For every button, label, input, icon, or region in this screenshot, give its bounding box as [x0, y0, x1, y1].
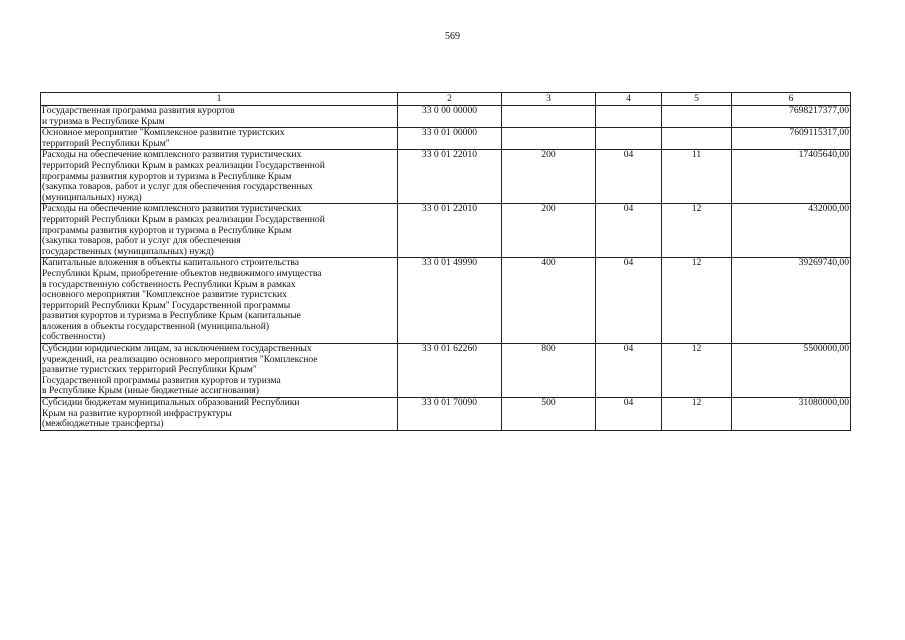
row-pr	[662, 128, 732, 150]
row-vr	[502, 106, 596, 128]
column-header: 5	[662, 93, 732, 106]
row-pr: 12	[662, 204, 732, 258]
row-amount: 432000,00	[732, 204, 851, 258]
row-code: 33 0 01 70090	[398, 398, 502, 431]
column-header: 6	[732, 93, 851, 106]
row-vr: 400	[502, 258, 596, 344]
table-row	[41, 106, 851, 128]
row-name: Субсидии бюджетам муниципальных образований Республики Крым на развитие курортной инфраструктуры (межбюджетные трансферты)	[41, 398, 398, 431]
row-code: 33 0 01 22010	[398, 204, 502, 258]
row-code: 33 0 01 62260	[398, 344, 502, 398]
row-pr	[662, 106, 732, 128]
row-rz: 04	[596, 150, 662, 204]
table-row	[41, 150, 851, 204]
table-row	[41, 258, 851, 344]
row-name: Расходы на обеспечение комплексного развития туристических территорий Республики Крым в рамках реализации Государственной программы развития курортов и туризма в Республике Крым (закупка товаров, работ и услуг для обеспечения государственных (муниципальных) нужд)	[41, 204, 398, 258]
table-row	[41, 204, 851, 258]
row-vr: 800	[502, 344, 596, 398]
row-vr: 500	[502, 398, 596, 431]
budget-table	[40, 92, 851, 431]
table-row	[41, 344, 851, 398]
row-name: Государственная программа развития курортов и туризма в Республике Крым	[41, 106, 398, 128]
row-rz: 04	[596, 204, 662, 258]
row-name: Расходы на обеспечение комплексного развития туристических территорий Республики Крым в рамках реализации Государственной программы развития курортов и туризма в Республике Крым (закупка товаров, работ и услуг для обеспечения государственных (муниципальных) нужд)	[41, 150, 398, 204]
row-amount: 17405640,00	[732, 150, 851, 204]
row-pr: 12	[662, 344, 732, 398]
row-rz: 04	[596, 398, 662, 431]
row-code: 33 0 01 00000	[398, 128, 502, 150]
row-rz	[596, 128, 662, 150]
row-vr: 200	[502, 204, 596, 258]
column-header: 3	[502, 93, 596, 106]
row-amount: 7609115317,00	[732, 128, 851, 150]
column-header: 4	[596, 93, 662, 106]
row-pr: 12	[662, 398, 732, 431]
page-number: 569	[445, 31, 460, 42]
row-rz	[596, 106, 662, 128]
table-row	[41, 128, 851, 150]
row-amount: 39269740,00	[732, 258, 851, 344]
row-code: 33 0 01 22010	[398, 150, 502, 204]
row-code: 33 0 00 00000	[398, 106, 502, 128]
row-vr	[502, 128, 596, 150]
row-pr: 11	[662, 150, 732, 204]
row-code: 33 0 01 49990	[398, 258, 502, 344]
row-amount: 5500000,00	[732, 344, 851, 398]
row-pr: 12	[662, 258, 732, 344]
row-rz: 04	[596, 258, 662, 344]
row-amount: 31080000,00	[732, 398, 851, 431]
column-header: 2	[398, 93, 502, 106]
row-amount: 7698217377,00	[732, 106, 851, 128]
table-header-row	[41, 93, 851, 106]
row-name: Субсидии юридическим лицам, за исключением государственных учреждений, на реализацию основного мероприятия "Комплексное развитие туристских территорий Республики Крым" Государственной программы развития курортов и туризма в Республике Крым (иные бюджетные ассигнования)	[41, 344, 398, 398]
row-name: Основное мероприятие "Комплексное развитие туристских территорий Республики Крым"	[41, 128, 398, 150]
row-rz: 04	[596, 344, 662, 398]
row-name: Капитальные вложения в объекты капитального строительства Республики Крым, приобретение объектов недвижимого имущества в государственную собственность Республики Крым в рамках основного мероприятия "Комплексное развитие туристских территорий Республики Крым" Государственной программы развития курортов и туризма в Республике Крым (капитальные вложения в объекты государственной (муниципальной) собственности)	[41, 258, 398, 344]
row-vr: 200	[502, 150, 596, 204]
table-row	[41, 398, 851, 431]
column-header: 1	[41, 93, 398, 106]
